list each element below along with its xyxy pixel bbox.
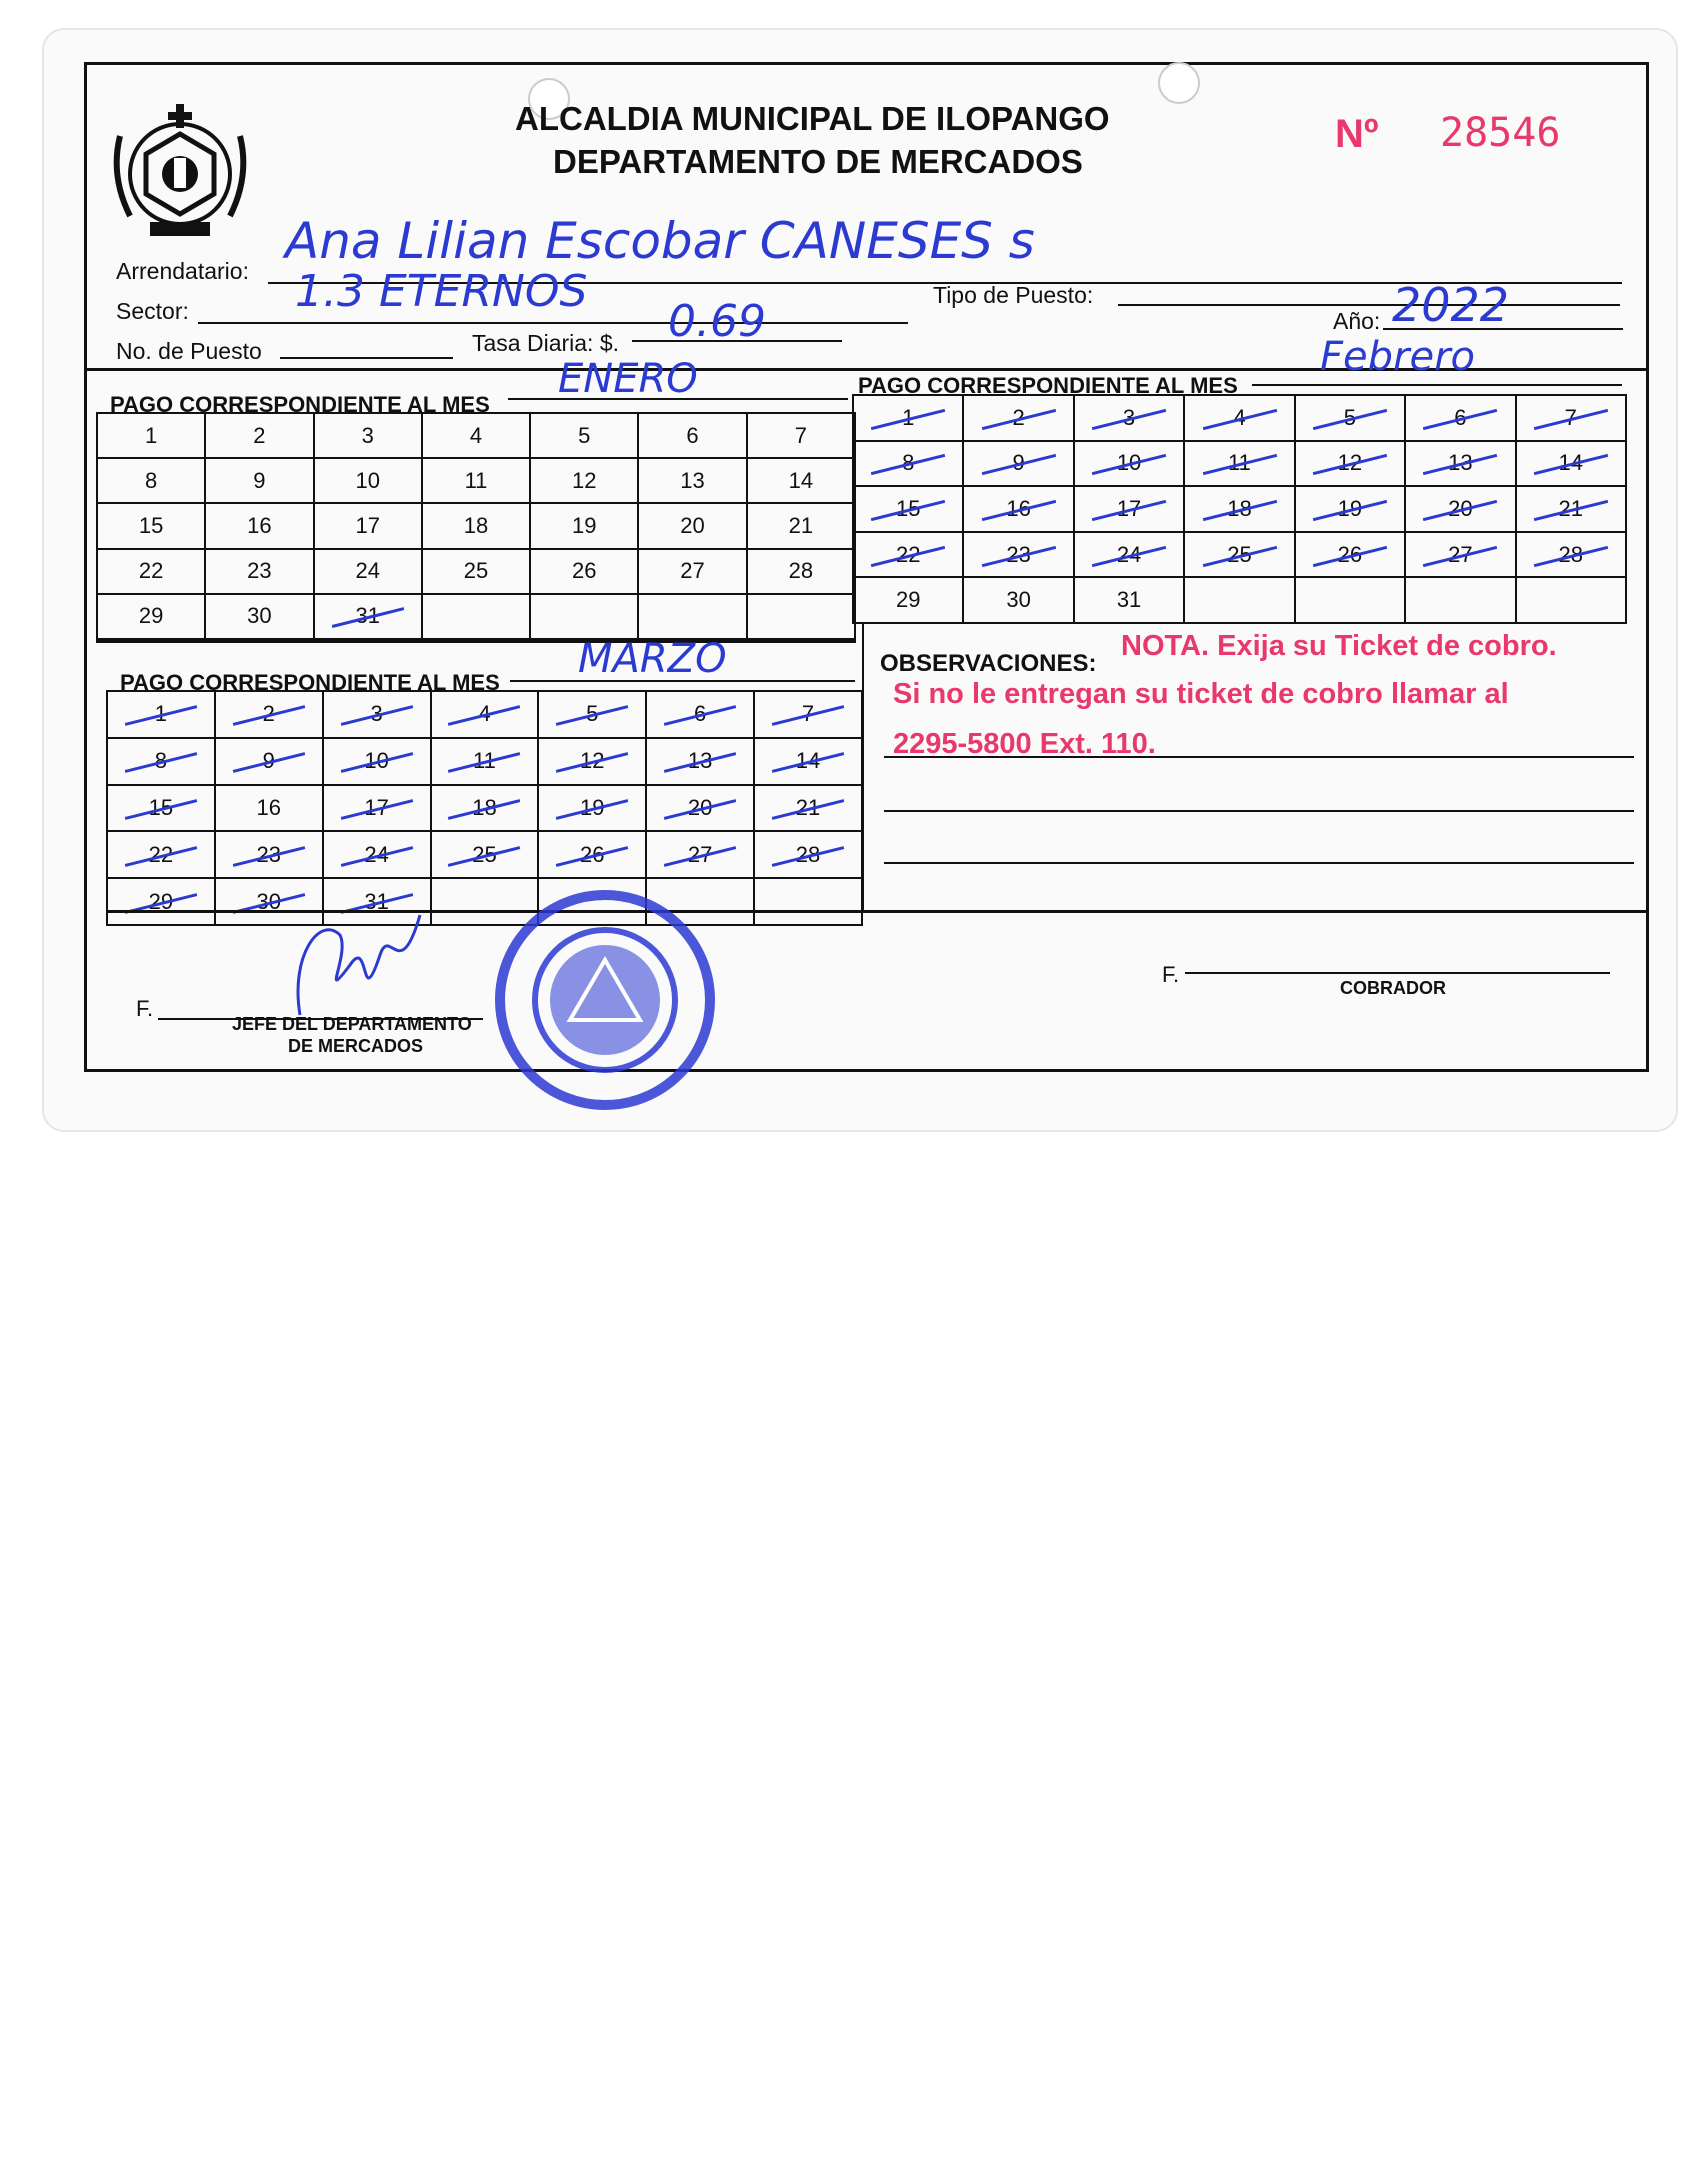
marzo-day-cell: 19: [538, 785, 646, 832]
febrero-day-cell: 26: [1295, 532, 1405, 578]
febrero-row: [853, 395, 1626, 441]
marzo-day-cell: 14: [754, 738, 862, 785]
note-line2: Si no le entregan su ticket de cobro llamar al: [893, 678, 1509, 710]
marzo-day-cell: 6: [646, 691, 754, 738]
enero-day-cell: 17: [314, 503, 422, 548]
marzo-day-cell: 20: [646, 785, 754, 832]
marzo-day-cell: 31: [323, 878, 431, 925]
marzo-day-cell: 13: [646, 738, 754, 785]
febrero-day-cell: 6: [1405, 395, 1515, 441]
febrero-day-cell: 30: [963, 577, 1073, 623]
divider-mid: [96, 640, 856, 643]
febrero-day-cell: 7: [1516, 395, 1626, 441]
enero-day-cell: 15: [97, 503, 205, 548]
enero-day-cell: 22: [97, 549, 205, 594]
marzo-day-cell: [754, 878, 862, 925]
febrero-day-cell: 15: [853, 486, 963, 532]
tipo-puesto-label: Tipo de Puesto:: [933, 282, 1094, 308]
marzo-day-cell: 22: [107, 831, 215, 878]
enero-day-cell: 6: [638, 413, 746, 458]
marzo-grid: [106, 690, 863, 926]
note-line1: NOTA. Exija su Ticket de cobro.: [1121, 630, 1557, 662]
marzo-day-cell: 12: [538, 738, 646, 785]
marzo-row: [107, 738, 862, 785]
note-line3: 2295-5800 Ext. 110.: [893, 728, 1156, 760]
febrero-day-cell: 17: [1074, 486, 1184, 532]
enero-day-cell: 31: [314, 594, 422, 639]
marzo-row: [107, 785, 862, 832]
enero-day-cell: 24: [314, 549, 422, 594]
enero-day-cell: 11: [422, 458, 530, 503]
marzo-day-cell: 28: [754, 831, 862, 878]
febrero-day-cell: 27: [1405, 532, 1515, 578]
enero-day-cell: 19: [530, 503, 638, 548]
marzo-label: PAGO CORRESPONDIENTE AL MES: [120, 670, 500, 695]
febrero-day-cell: 29: [853, 577, 963, 623]
febrero-day-cell: 14: [1516, 441, 1626, 487]
card-number: 28546: [1440, 110, 1561, 156]
febrero-day-cell: 22: [853, 532, 963, 578]
marzo-day-cell: 30: [215, 878, 323, 925]
anio-label: Año:: [1333, 308, 1381, 334]
marzo-day-cell: 1: [107, 691, 215, 738]
enero-row: [97, 458, 855, 503]
marzo-day-cell: 5: [538, 691, 646, 738]
marzo-month: MARZO: [578, 636, 727, 682]
enero-day-cell: 23: [205, 549, 313, 594]
febrero-row: [853, 441, 1626, 487]
febrero-row: [853, 486, 1626, 532]
febrero-day-cell: 8: [853, 441, 963, 487]
jefe-line2: DE MERCADOS: [288, 1036, 424, 1056]
febrero-day-cell: 18: [1184, 486, 1294, 532]
enero-row: [97, 594, 855, 639]
marzo-day-cell: 2: [215, 691, 323, 738]
marzo-day-cell: 8: [107, 738, 215, 785]
enero-day-cell: 14: [747, 458, 855, 503]
jefe-line1: JEFE DEL DEPARTAMENTO: [232, 1014, 472, 1034]
marzo-day-cell: 18: [431, 785, 539, 832]
enero-day-cell: 8: [97, 458, 205, 503]
febrero-day-cell: 5: [1295, 395, 1405, 441]
marzo-day-cell: 15: [107, 785, 215, 832]
febrero-day-cell: 9: [963, 441, 1073, 487]
enero-day-cell: 28: [747, 549, 855, 594]
febrero-day-cell: 13: [1405, 441, 1515, 487]
tipo-puesto-line: [1118, 304, 1620, 306]
febrero-day-cell: 12: [1295, 441, 1405, 487]
marzo-day-cell: 29: [107, 878, 215, 925]
febrero-day-cell: [1184, 577, 1294, 623]
observaciones-divider: [862, 624, 864, 910]
number-prefix: Nº: [1335, 112, 1379, 156]
enero-day-cell: 3: [314, 413, 422, 458]
marzo-day-cell: 9: [215, 738, 323, 785]
febrero-row: [853, 532, 1626, 578]
febrero-day-cell: 31: [1074, 577, 1184, 623]
enero-row: [97, 413, 855, 458]
enero-day-cell: 30: [205, 594, 313, 639]
enero-row: [97, 549, 855, 594]
enero-day-cell: [530, 594, 638, 639]
marzo-day-cell: 21: [754, 785, 862, 832]
observaciones-label: OBSERVACIONES:: [880, 650, 1097, 677]
febrero-day-cell: 4: [1184, 395, 1294, 441]
enero-day-cell: 1: [97, 413, 205, 458]
febrero-day-cell: 20: [1405, 486, 1515, 532]
febrero-line: [1252, 384, 1622, 386]
enero-day-cell: 18: [422, 503, 530, 548]
enero-day-cell: 20: [638, 503, 746, 548]
f-right-line: [1185, 972, 1610, 974]
marzo-day-cell: 4: [431, 691, 539, 738]
febrero-row: [853, 577, 1626, 623]
marzo-day-cell: 10: [323, 738, 431, 785]
enero-day-cell: 2: [205, 413, 313, 458]
febrero-day-cell: 28: [1516, 532, 1626, 578]
sector-label: Sector:: [116, 298, 189, 324]
febrero-grid: [852, 394, 1627, 624]
enero-month: ENERO: [558, 356, 698, 402]
enero-day-cell: 21: [747, 503, 855, 548]
enero-row: [97, 503, 855, 548]
enero-day-cell: 25: [422, 549, 530, 594]
puesto-line: [280, 357, 453, 359]
marzo-day-cell: 27: [646, 831, 754, 878]
febrero-day-cell: 16: [963, 486, 1073, 532]
enero-day-cell: 10: [314, 458, 422, 503]
sector-line: [198, 322, 908, 324]
municipal-seal-icon: [490, 890, 720, 1110]
observaciones-line-1: [884, 756, 1634, 758]
enero-day-cell: 12: [530, 458, 638, 503]
title-line1: ALCALDIA MUNICIPAL DE ILOPANGO: [515, 100, 1110, 137]
arrendatario-label: Arrendatario:: [116, 258, 249, 284]
marzo-day-cell: 25: [431, 831, 539, 878]
marzo-row: [107, 691, 862, 738]
febrero-label: PAGO CORRESPONDIENTE AL MES: [858, 373, 1238, 398]
marzo-day-cell: 23: [215, 831, 323, 878]
febrero-day-cell: 21: [1516, 486, 1626, 532]
tasa-label: Tasa Diaria: $.: [472, 330, 620, 356]
febrero-day-cell: 2: [963, 395, 1073, 441]
enero-day-cell: 26: [530, 549, 638, 594]
febrero-day-cell: [1405, 577, 1515, 623]
marzo-day-cell: 3: [323, 691, 431, 738]
febrero-day-cell: 23: [963, 532, 1073, 578]
enero-day-cell: [638, 594, 746, 639]
febrero-day-cell: 19: [1295, 486, 1405, 532]
febrero-month: Febrero: [1320, 334, 1475, 380]
f-left-label: F.: [136, 996, 154, 1021]
title-line2: DEPARTAMENTO DE MERCADOS: [553, 143, 1083, 180]
anio-value: 2022: [1392, 278, 1510, 332]
febrero-day-cell: 24: [1074, 532, 1184, 578]
enero-day-cell: 16: [205, 503, 313, 548]
observaciones-line-3: [884, 862, 1634, 864]
febrero-day-cell: 3: [1074, 395, 1184, 441]
enero-day-cell: 7: [747, 413, 855, 458]
enero-day-cell: [747, 594, 855, 639]
marzo-day-cell: 16: [215, 785, 323, 832]
enero-day-cell: 9: [205, 458, 313, 503]
punch-hole-right: [1158, 62, 1200, 104]
enero-day-cell: 5: [530, 413, 638, 458]
puesto-label: No. de Puesto: [116, 338, 262, 364]
febrero-day-cell: [1516, 577, 1626, 623]
municipal-emblem-icon: [100, 96, 260, 246]
marzo-day-cell: 24: [323, 831, 431, 878]
arrendatario-value: Ana Lilian Escobar CANESES s: [285, 212, 1035, 270]
marzo-row: [107, 831, 862, 878]
enero-day-cell: 29: [97, 594, 205, 639]
marzo-day-cell: 11: [431, 738, 539, 785]
f-right-label: F.: [1162, 962, 1180, 987]
febrero-day-cell: 25: [1184, 532, 1294, 578]
enero-label: PAGO CORRESPONDIENTE AL MES: [110, 392, 490, 417]
signature-icon: [280, 895, 440, 1035]
febrero-day-cell: [1295, 577, 1405, 623]
enero-day-cell: [422, 594, 530, 639]
observaciones-line-2: [884, 810, 1634, 812]
tasa-value: 0.69: [668, 296, 766, 347]
febrero-day-cell: 1: [853, 395, 963, 441]
enero-day-cell: 27: [638, 549, 746, 594]
enero-day-cell: 4: [422, 413, 530, 458]
enero-grid: [96, 412, 856, 640]
sector-value: 1.3 ETERNOS: [295, 266, 588, 317]
cobrador-label: COBRADOR: [1340, 978, 1446, 998]
febrero-day-cell: 10: [1074, 441, 1184, 487]
marzo-day-cell: 17: [323, 785, 431, 832]
enero-day-cell: 13: [638, 458, 746, 503]
marzo-day-cell: 7: [754, 691, 862, 738]
febrero-day-cell: 11: [1184, 441, 1294, 487]
marzo-day-cell: 26: [538, 831, 646, 878]
marzo-row: [107, 878, 862, 925]
